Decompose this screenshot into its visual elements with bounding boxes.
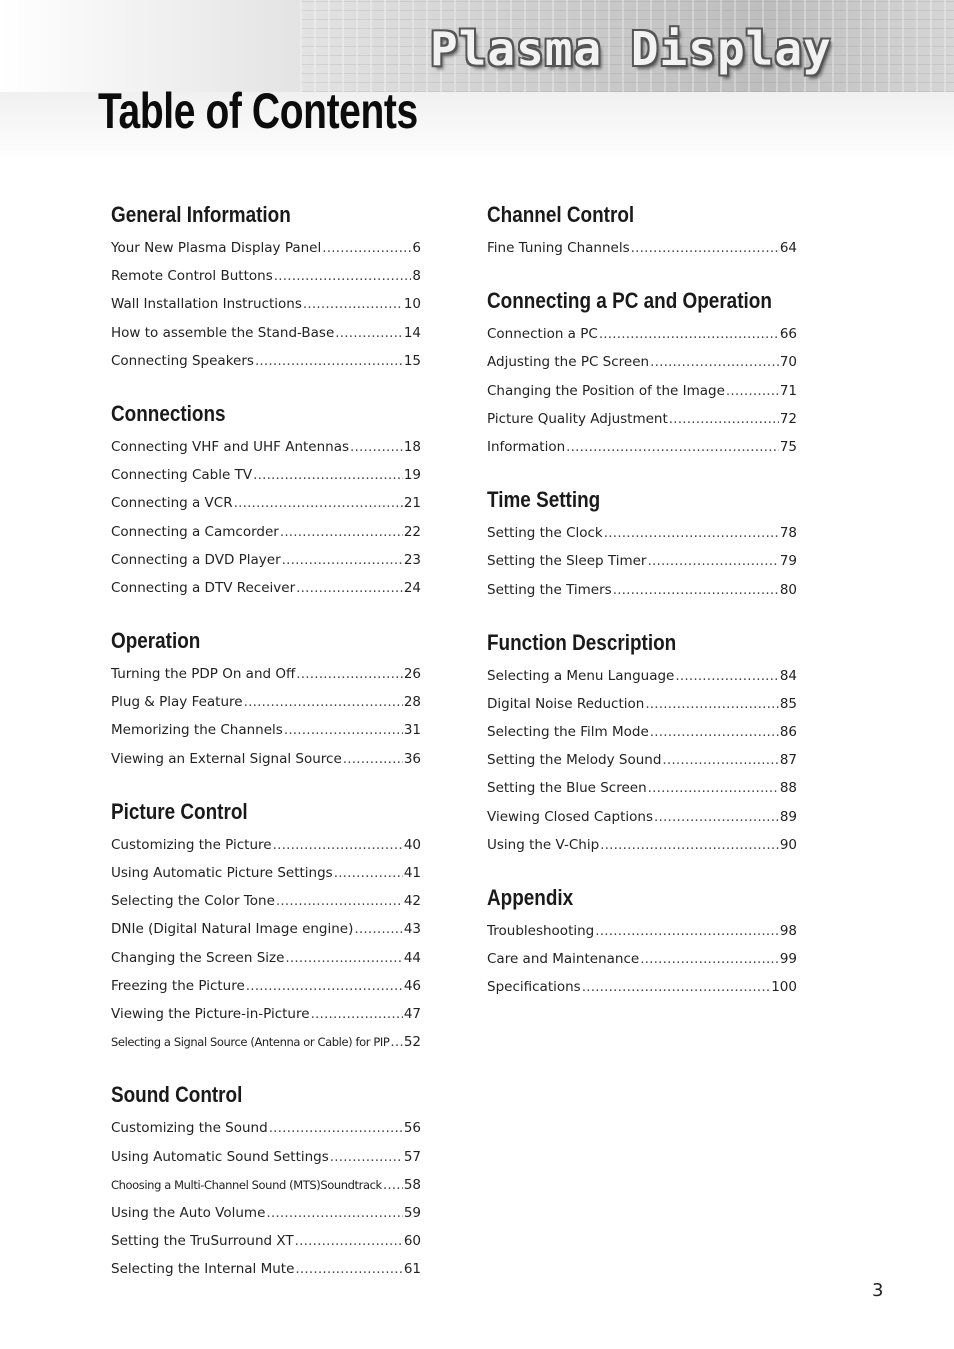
brand-title: Plasma Display (430, 22, 832, 76)
toc-entry-label: Your New Plasma Display Panel (111, 240, 322, 256)
toc-entry-page: 46 (403, 977, 421, 994)
toc-entry-page: 99 (779, 951, 797, 968)
page-number: 3 (872, 1280, 884, 1301)
toc-entry[interactable] (487, 774, 797, 802)
toc-entry-label: Selecting the Internal Mute (111, 1261, 295, 1278)
dot-leader (295, 1227, 403, 1255)
toc-entry-label: Choosing a Multi-Channel Sound (MTS)Soundtrack (111, 1177, 382, 1192)
toc-entry-label: Using the Auto Volume (111, 1204, 266, 1221)
page-title: Table of Contents (98, 83, 418, 139)
dot-leader (650, 718, 779, 746)
dot-leader (675, 662, 778, 690)
toc-entry-page: 79 (779, 553, 797, 570)
dot-leader (285, 944, 402, 972)
toc-entry-page: 58 (403, 1176, 421, 1193)
toc-entry[interactable] (487, 662, 797, 690)
toc-entry-label: Selecting a Menu Language (487, 667, 675, 684)
toc-entry-page: 71 (779, 382, 797, 399)
toc-section-time-setting (487, 485, 797, 604)
toc-entry-label: How to assemble the Stand-Base (111, 324, 335, 341)
toc-entry-label: Wall Installation Instructions (111, 296, 302, 313)
section-title: Channel Control (487, 202, 635, 227)
toc-entry-label: Connection a PC (487, 326, 598, 343)
dot-leader (669, 405, 779, 433)
toc-entry[interactable] (111, 716, 421, 744)
toc-entry-page: 21 (403, 495, 421, 512)
toc-entry[interactable] (111, 489, 421, 517)
toc-entry-label: Troubleshooting (487, 923, 595, 939)
toc-entry-page: 57 (403, 1148, 421, 1165)
toc-entry-label: Selecting the Film Mode (487, 724, 649, 741)
toc-entry-label: Setting the Timers (487, 581, 612, 598)
dot-leader (253, 461, 403, 489)
dot-leader (246, 972, 403, 1000)
toc-entry[interactable] (111, 745, 421, 773)
toc-entry[interactable] (111, 234, 421, 262)
toc-entry[interactable] (487, 973, 797, 1001)
toc-entry-page: 47 (403, 1005, 421, 1022)
toc-entry-page: 84 (779, 667, 797, 684)
toc-entry-page: 59 (403, 1204, 421, 1221)
section-title: Connecting a PC and Operation (487, 288, 772, 314)
toc-entry-label: Using the V-Chip (487, 836, 600, 853)
toc-entry-page: 43 (403, 921, 421, 938)
dot-leader (255, 347, 403, 375)
toc-entry-label: Setting the Melody Sound (487, 752, 662, 769)
toc-entry-page: 64 (779, 240, 797, 256)
header-banner (0, 0, 954, 92)
toc-entry-page: 6 (412, 240, 421, 256)
toc-entry-label: Selecting the Color Tone (111, 893, 275, 910)
toc-entry[interactable] (111, 546, 421, 574)
toc-entry-page: 14 (403, 324, 421, 341)
toc-entry-label: Digital Noise Reduction (487, 695, 645, 712)
dot-leader (311, 1000, 403, 1028)
toc-entry-page: 98 (779, 923, 797, 939)
toc-entry[interactable] (111, 347, 421, 375)
toc-entry[interactable] (111, 887, 421, 915)
toc-entry[interactable] (111, 1114, 421, 1142)
dot-leader (274, 262, 412, 290)
toc-entry-label: Plug & Play Feature (111, 694, 243, 711)
toc-entry[interactable] (487, 377, 797, 405)
toc-entry-page: 80 (779, 581, 797, 598)
toc-entry[interactable] (487, 718, 797, 746)
toc-section-connections (111, 399, 421, 602)
toc-entry-label: Connecting Speakers (111, 352, 254, 369)
toc-right-column (487, 200, 797, 1026)
dot-leader (296, 574, 403, 602)
toc-entry-label: Connecting a DVD Player (111, 551, 281, 568)
toc-section-sound-control (111, 1080, 421, 1283)
toc-entry-page: 18 (403, 438, 421, 455)
toc-entry[interactable] (487, 320, 797, 348)
dot-leader (726, 377, 779, 405)
toc-section-appendix (487, 883, 797, 1002)
toc-entry[interactable] (111, 461, 421, 489)
toc-entry[interactable] (111, 518, 421, 546)
section-title: Function Description (487, 629, 677, 655)
toc-entry[interactable] (111, 972, 421, 1000)
dot-leader (269, 1114, 403, 1142)
dot-leader (600, 831, 779, 859)
toc-section-channel-control (487, 200, 797, 262)
section-title: General Information (111, 202, 291, 227)
toc-entry[interactable] (487, 576, 797, 604)
toc-entry[interactable] (487, 690, 797, 718)
dot-leader (273, 831, 403, 859)
toc-entry[interactable] (487, 519, 797, 547)
dot-leader (350, 433, 403, 461)
toc-section-connecting-a-pc-and-operation (487, 286, 797, 461)
toc-entry[interactable] (111, 1028, 421, 1056)
toc-entry-label: Selecting a Signal Source (Antenna or Cable) for PIP (111, 1035, 390, 1050)
dot-leader (354, 915, 402, 943)
toc-entry-page: 90 (779, 836, 797, 853)
toc-entry-label: Connecting VHF and UHF Antennas (111, 438, 350, 455)
toc-entry[interactable] (111, 319, 421, 347)
toc-entry-page: 31 (403, 722, 421, 739)
toc-entry-label: Customizing the Picture (111, 836, 272, 853)
toc-entry-label: Specifications (487, 979, 581, 996)
toc-entry-page: 40 (403, 836, 421, 853)
dot-leader (648, 774, 779, 802)
toc-entry-label: Using Automatic Sound Settings (111, 1148, 329, 1165)
toc-entry-page: 28 (403, 694, 421, 711)
toc-entry-page: 100 (771, 979, 797, 996)
toc-entry-page: 41 (403, 865, 421, 881)
section-title: Appendix (487, 885, 574, 910)
dot-leader (566, 433, 779, 461)
toc-entry-label: Remote Control Buttons (111, 268, 273, 285)
toc-entry-page: 85 (779, 695, 797, 712)
toc-entry-label: Picture Quality Adjustment (487, 410, 668, 427)
toc-entry[interactable] (487, 547, 797, 575)
toc-entry-page: 23 (403, 551, 421, 568)
dot-leader (343, 745, 403, 773)
section-title: Sound Control (111, 1082, 243, 1108)
dot-leader (599, 320, 779, 348)
section-title: Operation (111, 628, 201, 654)
dot-leader (234, 489, 403, 517)
toc-entry[interactable] (111, 1000, 421, 1028)
toc-entry-page: 10 (403, 296, 421, 313)
toc-entry[interactable] (487, 831, 797, 859)
toc-entry-label: Viewing Closed Captions (487, 808, 654, 825)
dot-leader (334, 859, 403, 887)
toc-section-general-information (111, 200, 421, 375)
dot-leader (662, 746, 778, 774)
toc-entry-page: 75 (779, 438, 797, 455)
dot-leader (631, 234, 779, 262)
toc-entry-page: 56 (403, 1120, 421, 1137)
toc-entry-label: Connecting a Camcorder (111, 523, 279, 540)
toc-entry-label: Viewing the Picture-in-Picture (111, 1005, 310, 1022)
dot-leader (613, 576, 779, 604)
toc-entry-label: Fine Tuning Channels (487, 240, 630, 256)
dot-leader (276, 887, 403, 915)
toc-entry[interactable] (111, 1199, 421, 1227)
toc-entry[interactable] (111, 1255, 421, 1283)
dot-leader (654, 803, 779, 831)
toc-entry-label: Viewing an External Signal Source (111, 750, 342, 767)
toc-entry-page: 70 (779, 354, 797, 371)
dot-leader (390, 1028, 402, 1056)
toc-entry-page: 44 (403, 949, 421, 966)
toc-entry[interactable] (487, 746, 797, 774)
dot-leader (604, 519, 779, 547)
toc-entry-label: Memorizing the Channels (111, 722, 283, 739)
toc-entry[interactable] (111, 1143, 421, 1171)
toc-entry[interactable] (111, 944, 421, 972)
toc-entry-label: Changing the Screen Size (111, 949, 285, 966)
toc-entry[interactable] (111, 915, 421, 943)
dot-leader (330, 1143, 403, 1171)
dot-leader (295, 1255, 402, 1283)
toc-entry[interactable] (111, 262, 421, 290)
toc-left-column (111, 200, 421, 1307)
toc-entry-label: Setting the Sleep Timer (487, 553, 647, 570)
toc-entry-page: 15 (403, 352, 421, 369)
section-title: Time Setting (487, 487, 601, 513)
toc-entry-label: DNIe (Digital Natural Image engine) (111, 921, 354, 938)
toc-entry-label: Adjusting the PC Screen (487, 354, 650, 371)
dot-leader (640, 945, 779, 973)
toc-entry[interactable] (487, 945, 797, 973)
toc-entry[interactable] (111, 1227, 421, 1255)
toc-entry-page: 22 (403, 523, 421, 540)
toc-entry-page: 8 (412, 268, 421, 285)
toc-entry-page: 72 (779, 410, 797, 427)
toc-entry-page: 66 (779, 326, 797, 343)
toc-entry[interactable] (487, 348, 797, 376)
toc-entry-label: Turning the PDP On and Off (111, 666, 296, 683)
toc-entry[interactable] (111, 290, 421, 318)
dot-leader (650, 348, 779, 376)
section-title: Picture Control (111, 798, 248, 824)
dot-leader (595, 917, 779, 945)
dot-leader (296, 660, 403, 688)
toc-entry-label: Information (487, 438, 566, 455)
dot-leader (647, 547, 778, 575)
dot-leader (244, 688, 403, 716)
toc-entry-page: 60 (403, 1233, 421, 1250)
toc-entry-label: Connecting Cable TV (111, 467, 253, 484)
dot-leader (282, 546, 403, 574)
section-title: Connections (111, 400, 226, 426)
toc-entry[interactable] (111, 1171, 421, 1199)
toc-entry-page: 78 (779, 525, 797, 542)
toc-entry-page: 88 (779, 780, 797, 797)
toc-entry-page: 26 (403, 666, 421, 683)
toc-entry-label: Care and Maintenance (487, 951, 640, 968)
dot-leader (322, 234, 411, 262)
toc-entry-page: 36 (403, 750, 421, 767)
toc-entry-label: Using Automatic Picture Settings (111, 865, 333, 881)
dot-leader (645, 690, 779, 718)
dot-leader (383, 1171, 403, 1199)
toc-entry-page: 19 (403, 467, 421, 484)
dot-leader (582, 973, 771, 1001)
toc-entry-page: 42 (403, 893, 421, 910)
dot-leader (303, 290, 403, 318)
toc-entry-label: Changing the Position of the Image (487, 382, 725, 399)
dot-leader (280, 518, 403, 546)
toc-entry[interactable] (487, 234, 797, 262)
toc-entry-label: Setting the TruSurround XT (111, 1233, 294, 1250)
toc-entry[interactable] (111, 831, 421, 859)
toc-section-operation (111, 626, 421, 773)
toc-entry[interactable] (111, 660, 421, 688)
toc-entry-label: Connecting a VCR (111, 495, 233, 512)
toc-entry[interactable] (487, 405, 797, 433)
toc-entry-label: Customizing the Sound (111, 1120, 268, 1137)
toc-entry-label: Connecting a DTV Receiver (111, 579, 296, 596)
toc-entry-page: 61 (403, 1261, 421, 1278)
toc-entry-label: Setting the Blue Screen (487, 780, 647, 797)
toc-entry-label: Setting the Clock (487, 525, 603, 542)
toc-entry-page: 89 (779, 808, 797, 825)
dot-leader (335, 319, 403, 347)
toc-entry[interactable] (487, 917, 797, 945)
toc-entry-page: 86 (779, 724, 797, 741)
toc-entry[interactable] (111, 433, 421, 461)
toc-entry-page: 52 (403, 1034, 421, 1051)
toc-entry[interactable] (487, 433, 797, 461)
toc-entry-label: Freezing the Picture (111, 977, 245, 994)
dot-leader (284, 716, 403, 744)
toc-entry-page: 87 (779, 752, 797, 769)
toc-entry[interactable] (111, 688, 421, 716)
toc-entry[interactable] (111, 574, 421, 602)
dot-leader (266, 1199, 402, 1227)
toc-section-function-description (487, 628, 797, 859)
toc-entry[interactable] (111, 859, 421, 887)
toc-section-picture-control (111, 797, 421, 1057)
toc-entry-page: 24 (403, 579, 421, 596)
toc-entry[interactable] (487, 803, 797, 831)
